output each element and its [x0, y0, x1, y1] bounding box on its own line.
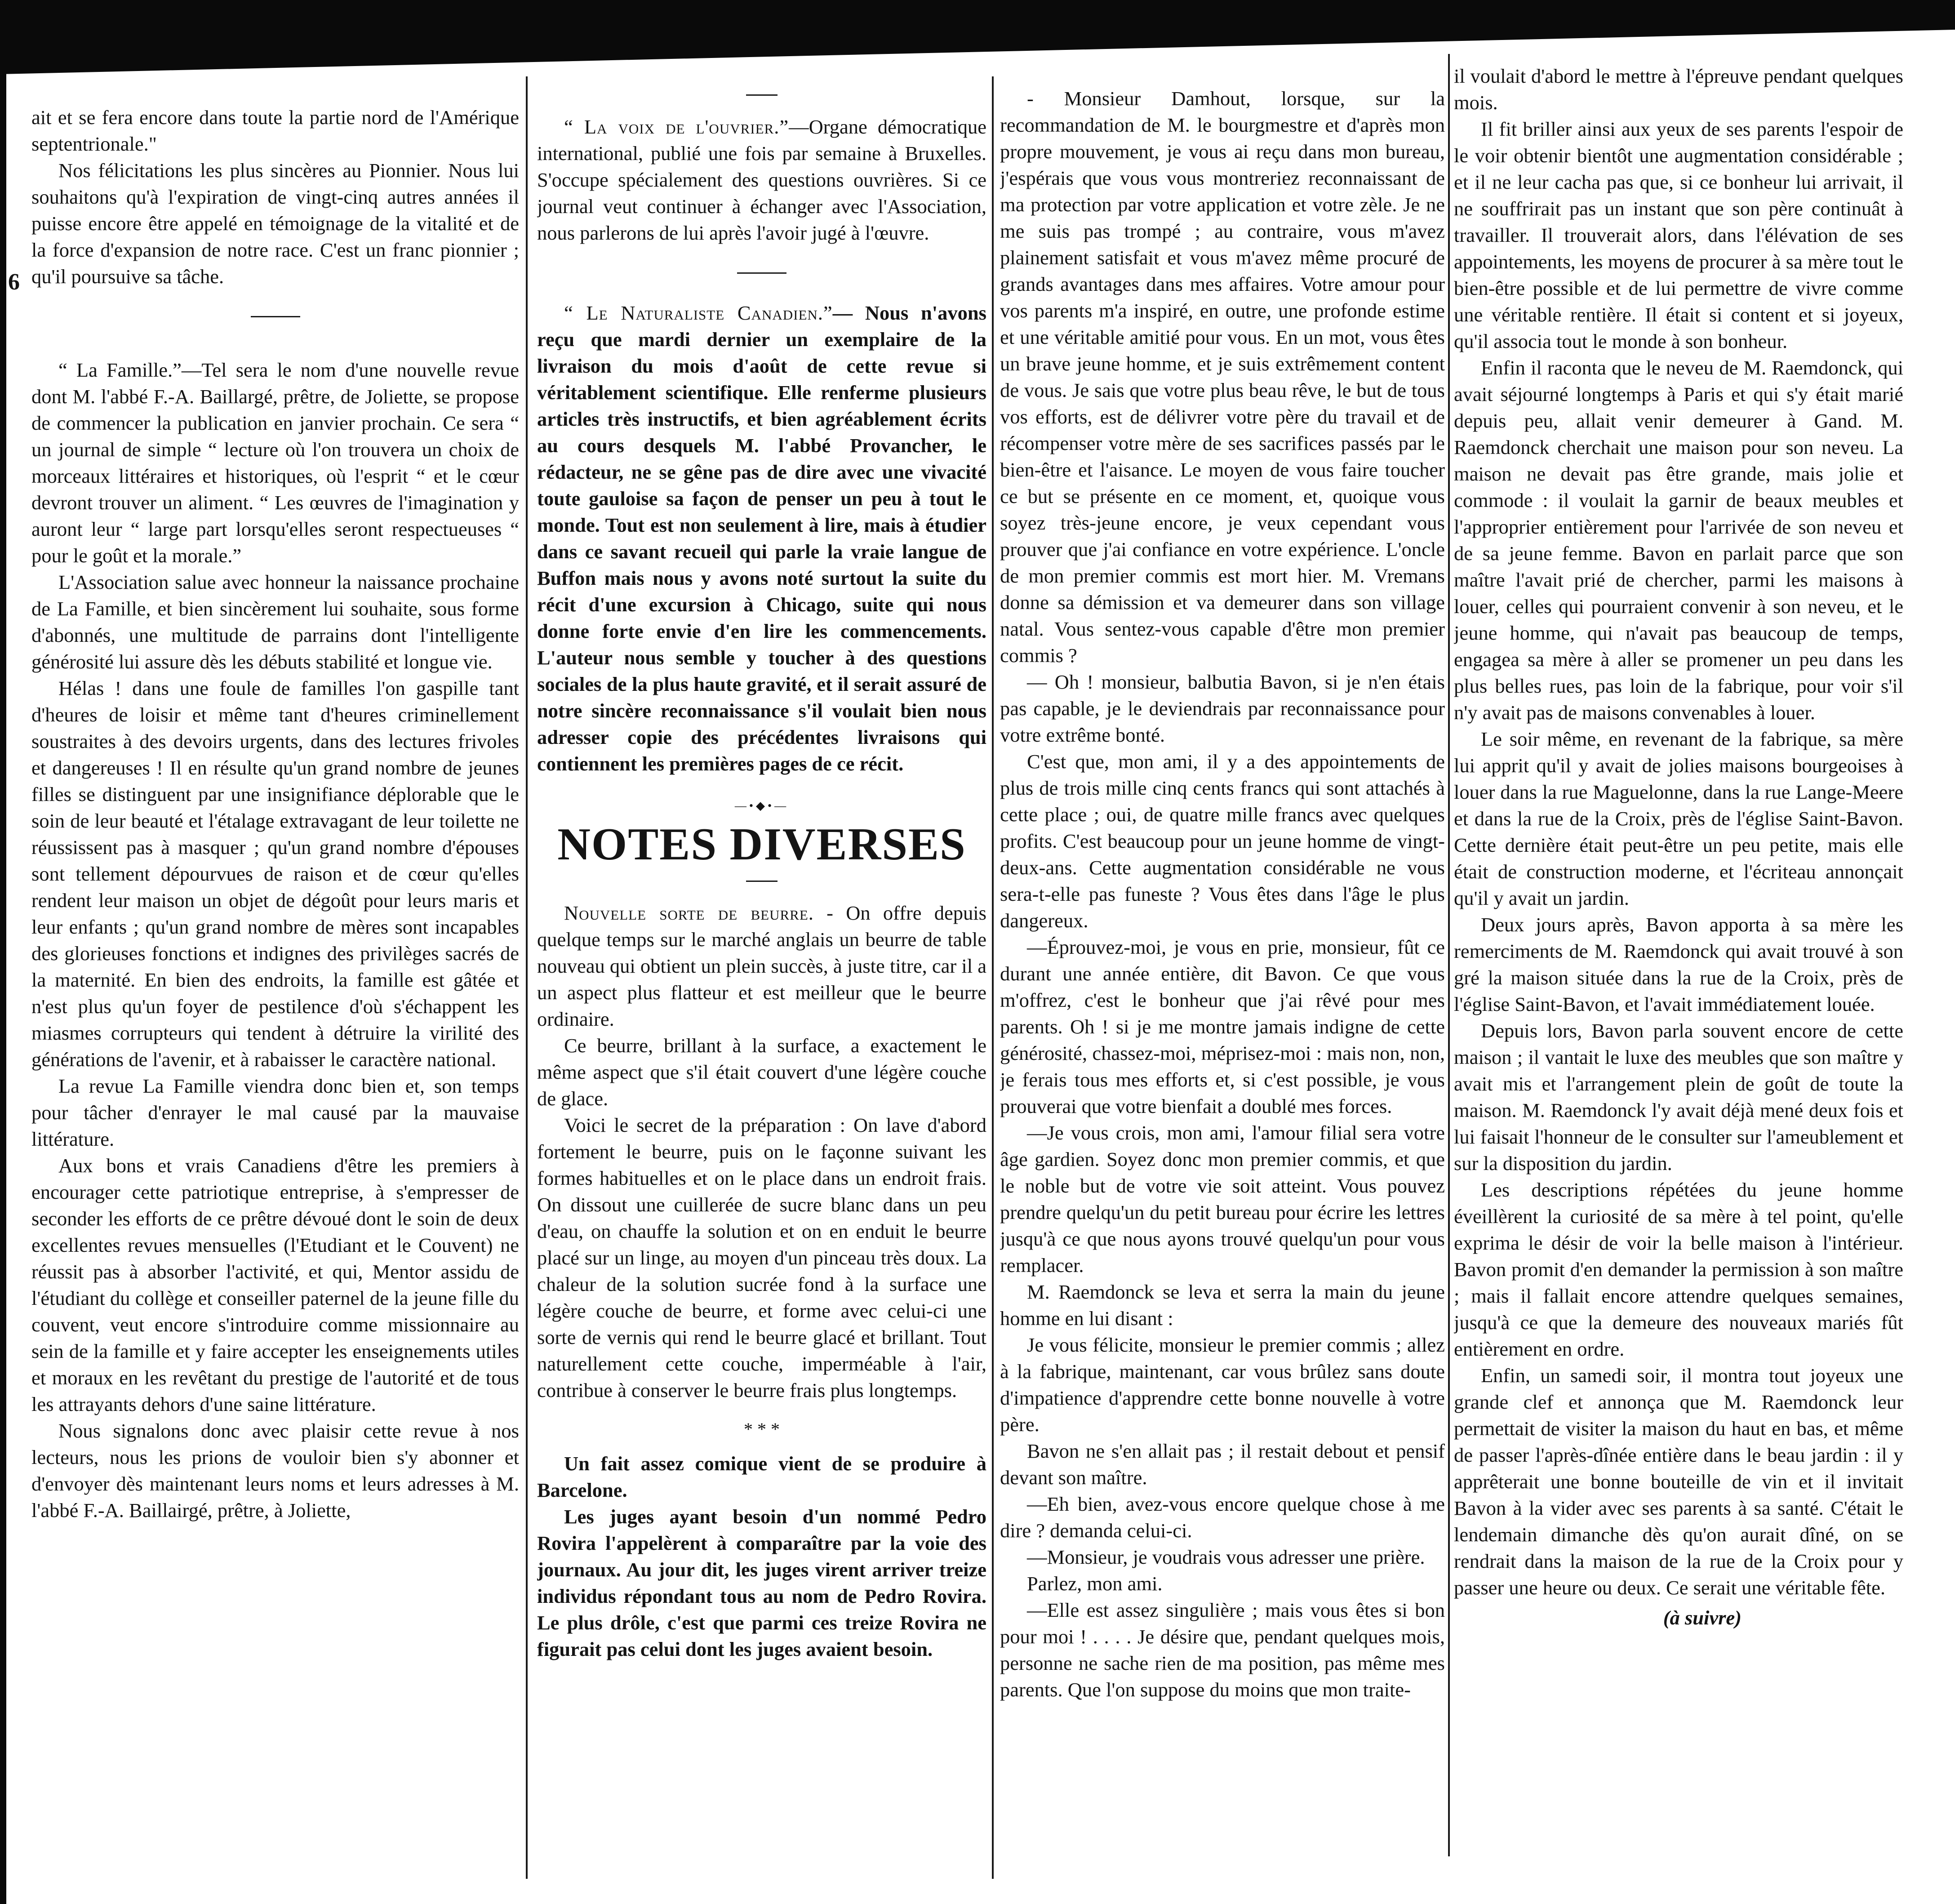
paragraph: Ce beurre, brillant à la surface, a exactement le même aspect que s'il était couvert d'une légère couche de glace.: [537, 1034, 986, 1110]
column-rule: [1448, 54, 1450, 1856]
paragraph: —Monsieur, je voudrais vous adresser une prière.: [1027, 1546, 1425, 1568]
paragraph-text: - On offre depuis quelque temps sur le marché anglais un beurre de table nouveau qui obtient un plein succès, à juste titre, car il a un aspect plus flatteur et est meilleur que le beurre ordinaire.: [537, 902, 986, 1030]
paragraph: Le soir même, en revenant de la fabrique, sa mère lui apprit qu'il y avait de jolies maisons bourgeoises à louer dans la rue Maguelonne, dans la rue Lange-Meere et dans la rue de la Croix, près de l'église Saint-Bavon. Cette dernière était peut-être un peu petite, mais elle était de construction moderne, et l'écriteau annonçait qu'il y avait un jardin.: [1454, 728, 1903, 909]
paragraph: Depuis lors, Bavon parla souvent encore de cette maison ; il vantait le luxe des meubles que son maître y avait mis et l'arrangement plein de goût de toute la maison. M. Raemdonck l'y avait déjà mené deux fois et lui faisait l'honneur de le consulter sur l'ameublement et sur la disposition du jardin.: [1454, 1019, 1903, 1174]
paragraph: L'Association salue avec honneur la naissance prochaine de La Famille, et bien sincèrement lui souhaite, sous forme d'abonnés, une multitude de parrains dont l'intelligente générosité lui assure dès les débuts stabilité et longue vie.: [31, 571, 519, 673]
column-3: [1000, 85, 1445, 1879]
column-rule: [526, 76, 528, 1879]
to-be-continued: (à suivre): [1663, 1606, 1742, 1629]
paragraph: [537, 300, 986, 777]
paragraph: — Oh ! monsieur, balbutia Bavon, si je n'en étais pas capable, je le deviendrais par reconnaissance pour votre extrême bonté.: [1000, 671, 1445, 746]
paragraph: Voici le secret de la préparation : On lave d'abord fortement le beurre, puis on le façonne suivant les formes habituelles et on le place dans un endroit frais. On dissout une cuillerée de sucre blanc dans un peu d'eau, on chauffe la solution et on en enduit le beurre placé sur un linge, au moyen d'un pinceau très doux. La chaleur de la solution sucrée fond à la surface une légère couche de beurre, et forme avec celui-ci une sorte de vernis qui rend le beurre glacé et brillant. Tout naturellement cette couche, imperméable à l'air, contribue à conserver le beurre frais plus longtemps.: [537, 1114, 986, 1401]
paragraph: C'est que, mon ami, il y a des appointements de plus de trois mille cinq cents francs qui sont attachés à cette place ; oui, de quatre mille francs avec quelques profits. C'est beaucoup pour un jeune homme de vingt-deux-ans. Cette augmentation considérable ne vous sera-t-elle pas funeste ? Vous êtes dans l'âge le plus dangereux.: [1000, 750, 1445, 932]
paragraph: —Éprouvez-moi, je vous en prie, monsieur, fût ce durant une année entière, dit Bavon. Ce que vous m'offrez, c'est le bonheur que j'ai rêvé pour mes parents. Oh ! si je me montre jamais indigne de cette générosité, chassez-moi, méprisez-moi : mais non, non, je ferais tous mes efforts et, si c'est possible, je vous prouverai que votre bienfait a doublé mes forces.: [1000, 936, 1445, 1117]
paragraph: Deux jours après, Bavon apporta à sa mère les remerciments de M. Raemdonck qui avait trouvé à son gré la maison située dans la rue de la Croix, près de l'église Saint-Bavon, et l'avait immédiatement louée.: [1454, 913, 1903, 1015]
paragraph: —Eh bien, avez-vous encore quelque chose à me dire ? demanda celui-ci.: [1000, 1493, 1445, 1542]
item-heading: Nouvelle sorte de beurre.: [564, 902, 814, 924]
paragraph: Il fit briller ainsi aux yeux de ses parents l'espoir de le voir obtenir bientôt une augmentation considérable ; et il ne leur cacha pas que, si ce bonheur lui arrivait, il ne souffrirait pas un instant que son père continuât à travailler. Il trouverait alors, dans l'élévation de ses appointements, les moyens de procurer à sa mère tout le bien-être possible et de lui permettre de vivre comme une véritable rentière. Il était si content et si joyeux, qu'il associa tout le monde à son bonheur.: [1454, 118, 1903, 352]
paragraph: Aux bons et vrais Canadiens d'être les premiers à encourager cette patriotique entreprise, à s'empresser de seconder les efforts de ce prêtre dévoué dont le soin de deux excellentes revues mensuelles (l'Etudiant et le Couvent) ne réussit pas à absorber l'activité, et qui, Mentor assidu de l'étudiant du collège et conseiller paternel de la jeune fille du couvent, veut encore s'introduire comme missionnaire au sein de la famille et y faire accepter les enseignements utiles et moraux en les revêtant du prestige de l'autorité et de tous les attrayants dehors d'une saine littérature.: [31, 1154, 519, 1415]
column-1: [31, 104, 519, 1898]
margin-mark: 6: [8, 269, 20, 295]
section-divider: [746, 881, 778, 882]
item-heading: “ La voix de l'ouvrier.”: [564, 116, 789, 138]
paragraph: M. Raemdonck se leva et serra la main du jeune homme en lui disant :: [1000, 1281, 1445, 1330]
paragraph: Enfin, un samedi soir, il montra tout joyeux une grande clef et annonça que M. Raemdonck leur permettait de visiter la maison du haut en bas, et même de passer l'après-dînée entière dans le beau jardin : il y apprêterait une bonne bouteille de vin et il invitait Bavon à la vider avec ses parents à sa santé. C'était le lendemain dimanche dès qu'on aurait dîné, on se rendrait dans la maison de la rue de la Croix pour y passer une heure ou deux. Ce serait une véritable fête.: [1454, 1364, 1903, 1599]
section-divider: [251, 316, 300, 317]
ornament-divider: —•◆•—: [734, 799, 789, 812]
paragraph: il voulait d'abord le mettre à l'épreuve pendant quelques mois.: [1454, 65, 1903, 114]
section-divider: [737, 272, 786, 274]
paragraph: Nous signalons donc avec plaisir cette revue à nos lecteurs, nous les prions de vouloir bien s'y abonner et d'envoyer dès maintenant leurs noms et leurs adresses à M. l'abbé F.-A. Baillairgé, prêtre, à Joliette,: [31, 1419, 519, 1521]
paragraph: ait et se fera encore dans toute la partie nord de l'Amérique septentrionale.": [31, 106, 519, 155]
paragraph: Un fait assez comique vient de se produire à Barcelone.: [537, 1452, 986, 1501]
paragraph: Parlez, mon ami.: [1027, 1572, 1163, 1595]
paragraph: Nos félicitations les plus sincères au Pionnier. Nous lui souhaitons qu'à l'expiration de vingt-cinq autres années il puisse encore être appelé en témoignage de la vitalité et de la force d'expansion de notre race. C'est un franc pionnier ; qu'il poursuive sa tâche.: [31, 159, 519, 288]
paragraph: [537, 114, 986, 246]
paragraph: Les descriptions répétées du jeune homme éveillèrent la curiosité de sa mère à tel point, qu'elle exprima le désir de voir la belle maison à l'intérieur. Bavon promit d'en demander la permission à son maître ; mais il fallait encore attendre quelques semaines, jusqu'à ce que la demeure des nouveaux mariés fût entièrement en ordre.: [1454, 1179, 1903, 1360]
item-heading: “ Le Naturaliste Canadien.”: [564, 302, 833, 324]
column-4: [1454, 63, 1903, 1856]
paragraph: Je vous félicite, monsieur le premier commis ; allez à la fabrique, maintenant, car vous brûlez sans doute d'impatience d'apprendre cette bonne nouvelle à votre père.: [1000, 1334, 1445, 1436]
paragraph: - Monsieur Damhout, lorsque, sur la recommandation de M. le bourgmestre et d'après mon propre mouvement, je vous ai reçu dans mon bureau, j'espérais que vous vous montreriez reconnaissant de ma protection par votre application et votre zèle. Je ne me suis pas trompé ; au contraire, vous m'avez plainement satisfait et vous m'avez même procuré de grands avantages dans mes affaires. Votre amour pour vos parents m'a inspiré, en outre, une profonde estime et une véritable amitié pour vous. En un mot, vous êtes un brave jeune homme, et je suis extrêmement content de vous. Je sais que votre plus beau rêve, le but de tous vos efforts, est de délivrer votre père du travail et de récompenser votre mère de ses sacrifices passés par le bien-être et l'aisance. Le moyen de vous faire toucher ce but se présente en ce moment, et, quoique vous soyez très-jeune encore, je veux cependant vous prouver que j'ai confiance en votre expérience. L'oncle de mon premier commis est mort hier. M. Vremans donne sa démission et va demeurer dans son village natal. Vous sentez-vous capable d'être mon premier commis ?: [1000, 87, 1445, 667]
paragraph: Hélas ! dans une foule de familles l'on gaspille tant d'heures de loisir et même tant d'heures criminellement soustraites à des devoirs urgents, dans des lectures frivoles et dangereuses ! Il en résulte qu'un grand nombre de jeunes filles se distinguent par une insignifiance déplorable que le soin de leur beauté et l'étalage extravagant de leur toilette ne réussissent pas à masquer ; qu'un grand nombre d'épouses sont tellement dépourvues de raison et de cœur qu'elles rendent leur maison un objet de dégoût pour leurs maris et leur enfants ; qu'un grand nombre de mères sont incapables des glorieuses fonctions et indignes des privilèges sacrés de la maternité. En bien des endroits, la famille est gâtée et n'est plus qu'un foyer de pestilence d'où s'échappent les miasmes corrupteurs qui tendent à détruire la virilité des générations de l'avenir, et à rabaisser le caractère national.: [31, 677, 519, 1071]
scan-border-left: [0, 0, 6, 1904]
paragraph: Bavon ne s'en allait pas ; il restait debout et pensif devant son maître.: [1000, 1440, 1445, 1489]
paragraph-text: —Organe démocratique international, publié une fois par semaine à Bruxelles. S'occupe spécialement des questions ouvrières. Si ce journal veut continuer à échanger avec l'Association, nous parlerons de lui après l'avoir jugé à l'œuvre.: [537, 116, 986, 244]
paragraph-text: — Nous n'avons reçu que mardi dernier un exemplaire de la livraison du mois d'août de cette revue si véritablement scientifique. Elle renferme plusieurs articles très instructifs, et bien agréablement écrits au cours desquels M. l'abbé Provancher, le rédacteur, ne se gêne pas de dire avec une vivacité toute gauloise sa façon de penser un peu à tout le monde. Tout est non seulement à lire, mais à étudier dans ce savant recueil qui parle la vraie langue de Buffon mais nous y avons noté surtout la suite du récit d'une excursion à Chicago, suite qui nous donne forte envie d'en lire les commencements. L'auteur nous semble y toucher à des questions sociales de la plus haute gravité, et il serait assuré de notre sincère reconnaissance s'il voulait bien nous adresser copie des précédentes livraisons qui contiennent les premières pages de ce récit.: [537, 302, 986, 775]
paragraph: “ La Famille.”—Tel sera le nom d'une nouvelle revue dont M. l'abbé F.-A. Baillargé, prêtre, de Joliette, se propose de commencer la publication en janvier prochain. Ce sera “ un journal de simple “ lecture où l'on trouvera un choix de morceaux littéraires et historiques, où l'esprit “ et le cœur devront trouver un aliment. “ Les œuvres de l'imagination y auront leur “ large part lorsqu'elles seront respectueuses “ pour le goût et la morale.”: [31, 359, 519, 567]
column-2: [537, 85, 986, 1879]
paragraph: —Elle est assez singulière ; mais vous êtes si bon pour moi ! . . . . Je désire que, pendant quelques mois, personne ne sache rien de ma position, pas même mes parents. Que l'on suppose du moins que mon traite-: [1000, 1599, 1445, 1701]
paragraph: La revue La Famille viendra donc bien et, son temps pour tâcher d'enrayer le mal causé par la mauvaise littérature.: [31, 1075, 519, 1150]
section-title: NOTES DIVERSES: [557, 819, 966, 870]
paragraph: Les juges ayant besoin d'un nommé Pedro Rovira l'appelèrent à comparaître par la voie des journaux. Au jour dit, les juges virent arriver treize individus répondant tous au nom de Pedro Rovira. Le plus drôle, c'est que parmi ces treize Rovira ne figurait pas celui dont les juges avaient besoin.: [537, 1505, 986, 1660]
paragraph: [537, 900, 986, 1032]
asterism: * * *: [744, 1419, 780, 1439]
column-rule: [992, 76, 994, 1879]
section-divider: [746, 94, 778, 96]
paragraph: Enfin il raconta que le neveu de M. Raemdonck, qui avait séjourné longtemps à Paris et qui s'y était marié depuis peu, allait venir demeurer à Gand. M. Raemdonck cherchait une maison pour son neveu. La maison ne devait pas être grande, mais jolie et commode : il voulait la garnir de beaux meubles et l'approprier entièrement pour l'arrivée de son neveu et de sa jeune femme. Bavon en parlait parce que son maître l'avait prié de chercher, parmi les maisons à louer, celles qui pourraient convenir à son neveu, et le jeune homme, qui n'avait pas beaucoup de temps, engagea sa mère à aller se promener un peu dans les plus belles rues, pas loin de la fabrique, pour voir s'il n'y avait pas de maisons convenables à louer.: [1454, 356, 1903, 724]
paragraph: —Je vous crois, mon ami, l'amour filial sera votre âge gardien. Soyez donc mon premier commis, et que le noble but de votre vie soit atteint. Vous pouvez prendre quelqu'un du petit bureau pour écrire les lettres jusqu'à ce que nous ayons trouvé quelqu'un pour vous remplacer.: [1000, 1121, 1445, 1277]
